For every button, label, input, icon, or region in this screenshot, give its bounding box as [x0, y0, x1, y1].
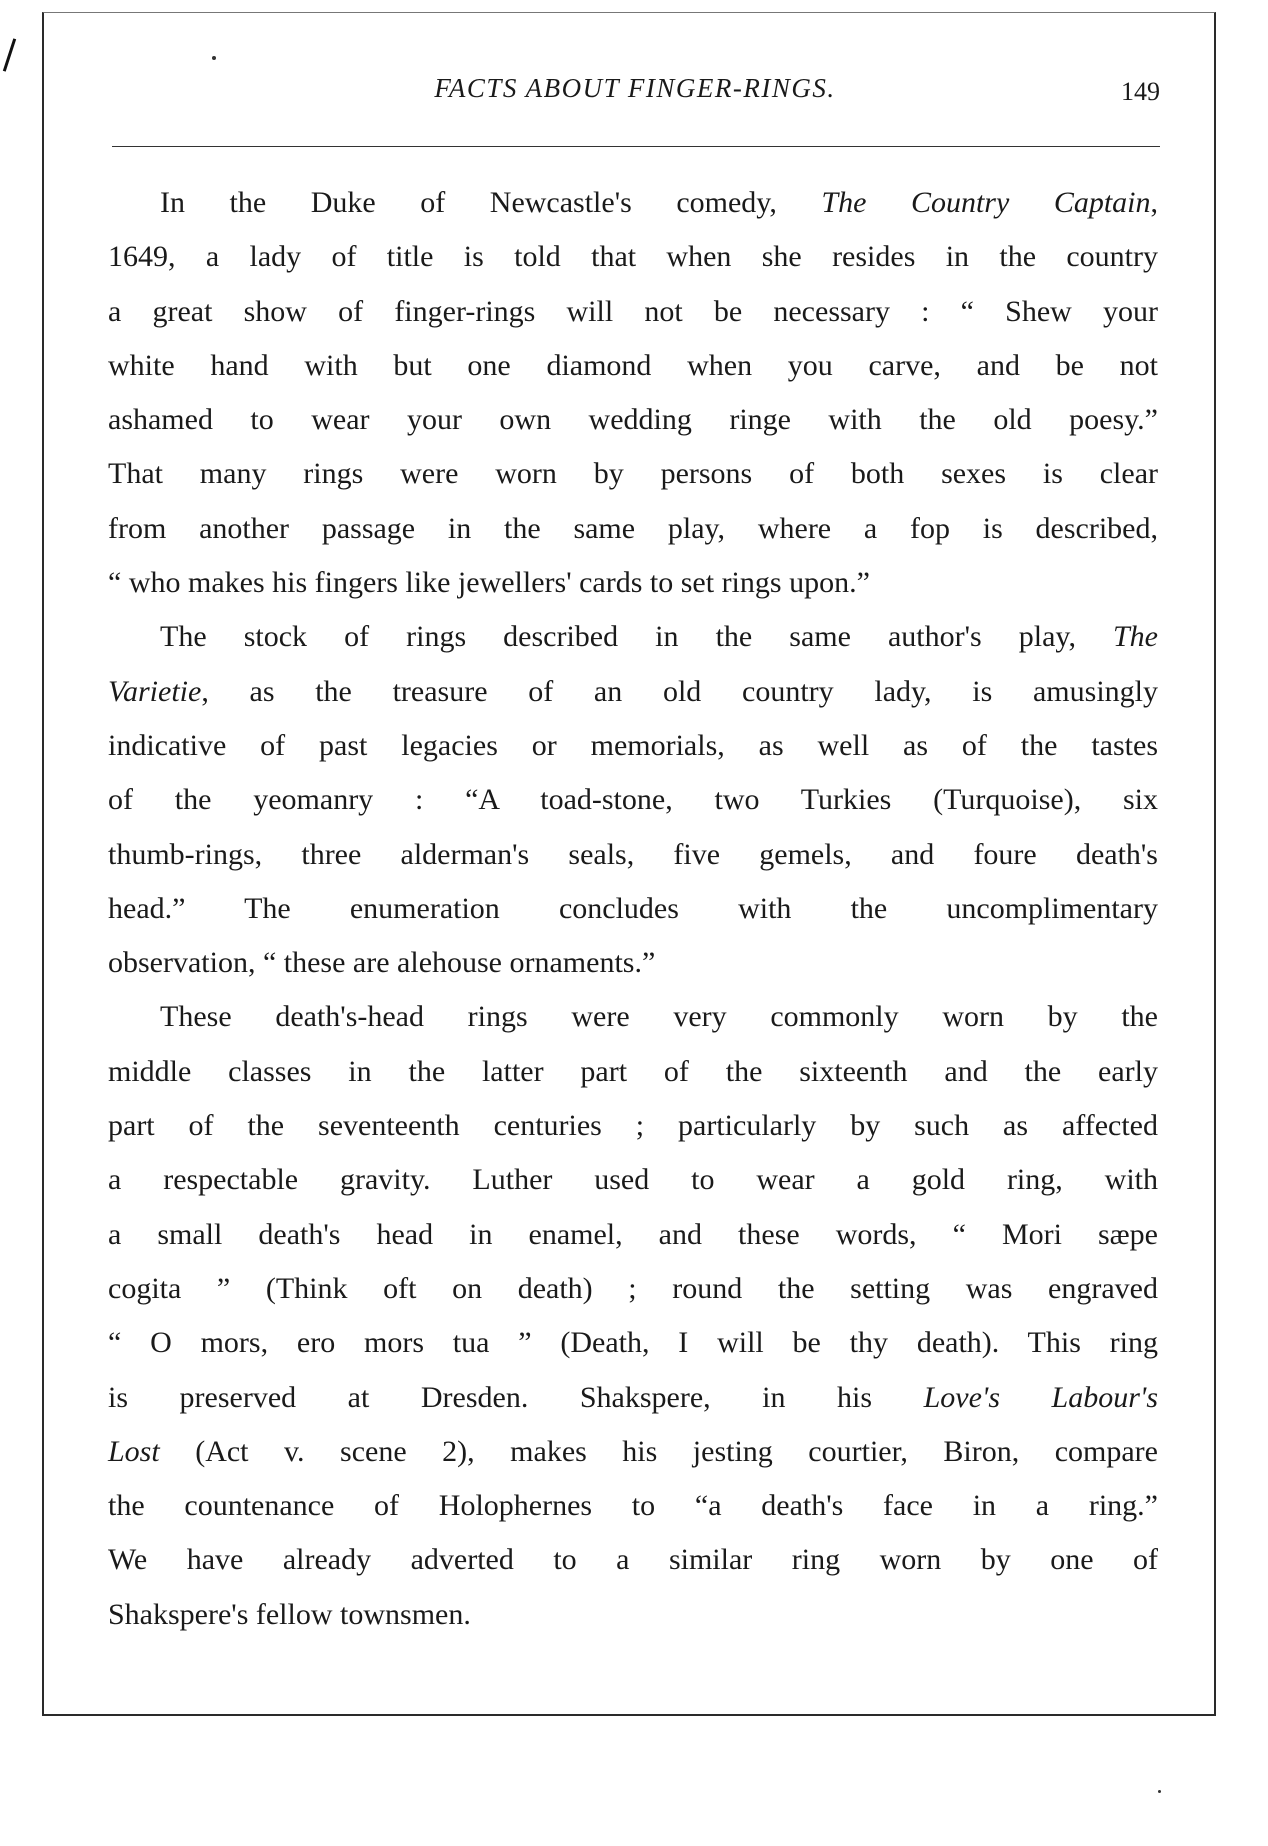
text-segment: That many rings were worn by persons of both sexes is clear	[108, 457, 1158, 491]
text-line	[108, 1208, 1158, 1262]
body-text	[108, 176, 1158, 1642]
text-segment: a respectable gravity. Luther used to wear a gold ring, with	[108, 1163, 1158, 1197]
text-segment: “ O mors, ero mors tua ” (Death, I will be thy death). This ring	[108, 1326, 1158, 1360]
text-segment: indicative of past legacies or memorials, as well as of the tastes	[108, 728, 1158, 762]
italic-title: The Country Captain	[821, 186, 1151, 219]
text-segment: observation, “ these are alehouse ornaments.”	[108, 946, 656, 980]
text-line	[108, 1479, 1158, 1533]
text-line	[108, 665, 1158, 719]
text-line	[108, 1099, 1158, 1153]
text-line	[108, 1153, 1158, 1207]
text-segment: “ who makes his fingers like jewellers' cards to set rings upon.”	[108, 566, 870, 600]
text-segment: , as the treasure of an old country lady, is amusingly	[201, 674, 1158, 708]
text-segment: head.” The enumeration concludes with the uncomplimentary	[108, 891, 1158, 925]
text-line	[108, 1371, 1158, 1425]
text-line	[108, 1533, 1158, 1587]
text-segment: (Act v. scene 2), makes his jesting courtier, Biron, compare	[159, 1434, 1158, 1468]
running-title: FACTS ABOUT FINGER-RINGS.	[434, 73, 836, 103]
text-segment: ,	[1150, 186, 1159, 219]
text-segment: middle classes in the latter part of the sixteenth and the early	[108, 1054, 1158, 1088]
text-line	[108, 1045, 1158, 1099]
text-segment: a great show of finger-rings will not be necessary : “ Shew your	[108, 294, 1158, 328]
text-line	[108, 556, 1158, 610]
text-segment: We have already adverted to a similar ring worn by one of	[108, 1543, 1158, 1577]
speck	[1158, 1790, 1161, 1793]
italic-title: Love's Labour's	[923, 1380, 1158, 1414]
text-line	[108, 1425, 1158, 1479]
italic-title: The	[1113, 620, 1158, 654]
text-line	[108, 339, 1158, 393]
text-line	[108, 393, 1158, 447]
text-line	[108, 773, 1158, 827]
text-segment: a small death's head in enamel, and these words, “ Mori sæpe	[108, 1217, 1158, 1251]
italic-title: Lost	[108, 1434, 160, 1468]
text-segment: 1649, a lady of title is told that when she resides in the country	[108, 240, 1158, 274]
text-line	[108, 230, 1158, 284]
page-number: 149	[1121, 77, 1160, 106]
header-rule	[112, 146, 1160, 147]
text-segment: of the yeomanry : “A toad-stone, two Turkies (Turquoise), six	[108, 783, 1158, 817]
text-segment: thumb-rings, three alderman's seals, five gemels, and foure death's	[108, 837, 1158, 871]
text-segment: Shakspere's fellow townsmen.	[108, 1597, 471, 1631]
text-line	[108, 447, 1158, 501]
text-line	[108, 990, 1158, 1044]
text-segment: cogita ” (Think oft on death) ; round the setting was engraved	[108, 1271, 1158, 1305]
text-line	[108, 1262, 1158, 1316]
text-segment: In the Duke of Newcastle's comedy,	[160, 186, 822, 219]
italic-title: Varietie	[108, 674, 202, 708]
running-head	[110, 68, 1160, 108]
text-line	[108, 1316, 1158, 1370]
text-segment: white hand with but one diamond when you carve, and be not	[108, 348, 1158, 382]
margin-pen-mark	[3, 38, 16, 71]
text-segment: ashamed to wear your own wedding ringe with the old poesy.”	[108, 403, 1158, 437]
text-line	[108, 285, 1158, 339]
text-line	[108, 1588, 1158, 1642]
text-segment: The stock of rings described in the same author's play,	[160, 620, 1113, 654]
text-line	[108, 882, 1158, 936]
text-segment: is preserved at Dresden. Shakspere, in his	[108, 1380, 924, 1414]
text-segment: These death's-head rings were very commonly worn by the	[160, 1000, 1158, 1034]
text-line	[108, 936, 1158, 990]
text-segment: from another passage in the same play, where a fop is described,	[108, 511, 1158, 545]
text-line	[108, 176, 1158, 230]
text-line	[108, 828, 1158, 882]
text-line	[108, 719, 1158, 773]
text-segment: the countenance of Holophernes to “a death's face in a ring.”	[108, 1489, 1158, 1523]
text-line	[108, 502, 1158, 556]
text-segment: part of the seventeenth centuries ; particularly by such as affected	[108, 1109, 1158, 1143]
text-line	[108, 610, 1158, 664]
